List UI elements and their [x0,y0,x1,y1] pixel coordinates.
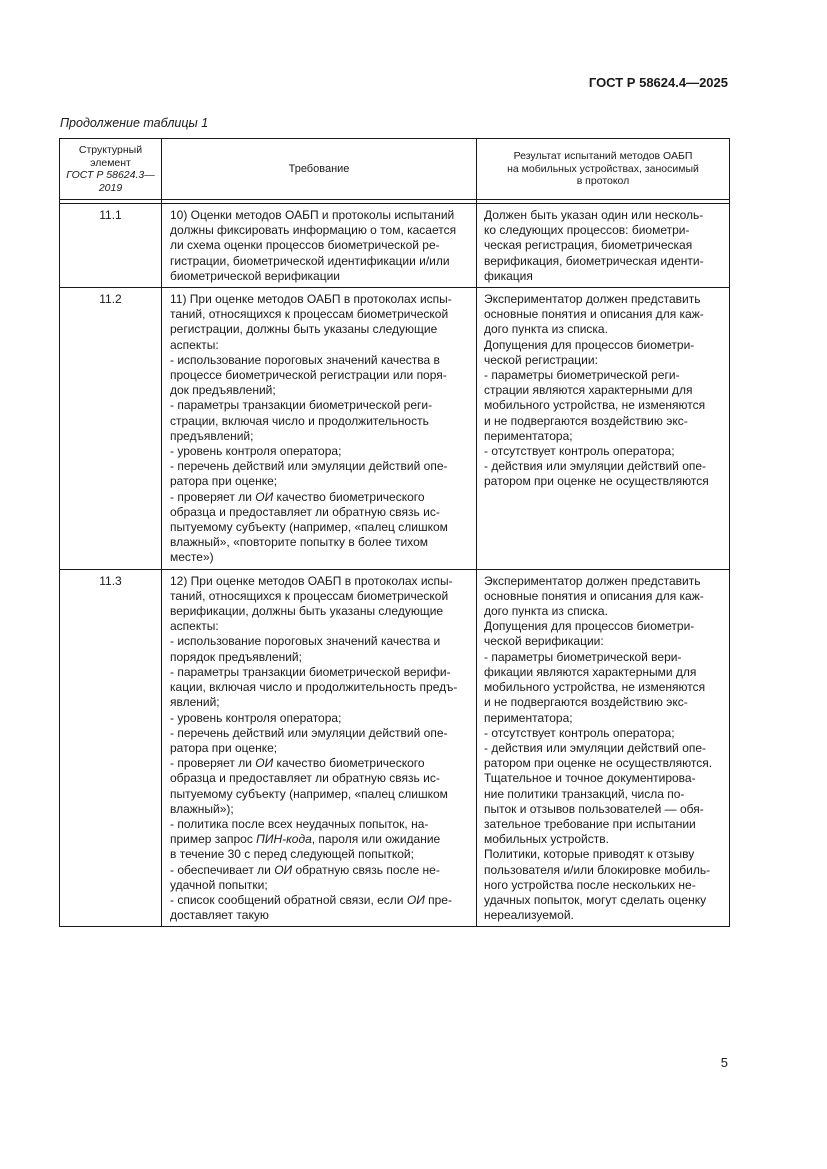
row-element-number: 11.1 [60,204,162,288]
text-line: порядок предъявлений; [170,649,302,664]
text-line: образца и предоставляет ли обратную связь ис- [170,771,440,786]
text-line: док предъявлений; [170,383,276,398]
text-line: страции, включая число и продолжительность [170,413,429,428]
text-line: дого пункта из списка. [484,604,608,619]
row-requirement [162,288,477,570]
text-line: влажный»); [170,801,234,816]
text-line: мобильного устройства, не изменяются [484,398,706,413]
text-line: верификации, должны быть указаны следующие [170,604,444,619]
text-line: - отсутствует контроль оператора; [484,444,675,459]
text-line: фикация [484,268,533,283]
text-line: Экспериментатор должен представить [484,573,701,588]
text-line: влажный», «повторите попытку в более тихом [170,535,429,550]
text-line: Допущения для процессов биометри- [484,619,695,634]
text-line: кации, включая число и продолжительность предъ- [170,680,458,695]
text-line: удачной попытки; [170,877,268,892]
text-line: - проверяет ли ОИ качество биометрического [170,756,425,771]
text-line: Политики, которые приводят к отзыву [484,847,695,862]
text-line: зательное требование при испытании [484,816,696,831]
text-line: регистрации, должны быть указаны следующие [170,322,438,337]
text-line: дого пункта из списка. [484,322,608,337]
text-line: Допущения для процессов биометри- [484,337,695,352]
text-line: ратора при оценке; [170,740,278,755]
text-line: процессе биометрической регистрации или поря- [170,368,447,383]
text-line: ратора при оценке; [170,474,278,489]
text-line: удачных попыток, могут сделать оценку [484,892,707,907]
text-line: таний, относящихся к процессам биометрической [170,307,449,322]
text-line: пример запрос ПИН-кода, пароля или ожидание [170,832,441,847]
text-line: доставляет такую [170,908,269,923]
table-row [60,204,730,288]
text-line: - политика после всех неудачных попыток, на- [170,816,429,831]
row-requirement [162,569,477,927]
text-line: предъявлений; [170,428,254,443]
text-line: - уровень контроля оператора; [170,710,342,725]
text-line: ческой регистрации: [484,352,598,367]
text-line: ческой верификации: [484,634,604,649]
text-line: ного устройства после нескольких не- [484,877,696,892]
table-row [60,569,730,927]
text-line: таний, относящихся к процессам биометрической [170,588,449,603]
text-line: - проверяет ли ОИ качество биометрического [170,489,425,504]
text-line: - обеспечивает ли ОИ обратную связь после не- [170,862,440,877]
text-line: страции являются характерными для [484,383,693,398]
text-line: - действия или эмуляции действий опе- [484,459,707,474]
text-line: аспекты: [170,619,219,634]
text-line: ратором при оценке не осуществляются. [484,756,713,771]
text-line: пытуемому субъекту (например, «палец слишком [170,520,448,535]
row-test-result [477,204,730,288]
text-line: пытуемому субъекту (например, «палец слишком [170,786,448,801]
text-line: биометрической верификации [170,268,341,283]
text-line: аспекты: [170,337,219,352]
text-line: - параметры биометрической реги- [484,368,680,383]
text-line: мобильного устройства, не изменяются [484,680,706,695]
text-line: - параметры биометрической вери- [484,649,682,664]
text-line: фикации являются характерными для [484,664,697,679]
text-line: должны фиксировать информацию о том, касается [170,223,457,238]
text-line: 12) При оценке методов ОАБП в протоколах испы- [170,573,453,588]
text-line: ко следующих процессов: биометри- [484,223,690,238]
text-line: - использование пороговых значений качества в [170,352,440,367]
requirements-table [59,138,730,927]
text-line: периментатора; [484,428,573,443]
text-line: основные понятия и описания для каж- [484,588,704,603]
text-line: - параметры транзакции биометрической реги- [170,398,433,413]
text-line: 11) При оценке методов ОАБП в протоколах испы- [170,292,452,307]
table-caption: Продолжение таблицы 1 [60,116,209,130]
row-element-number: 11.3 [60,569,162,927]
text-line: периментатора; [484,710,573,725]
row-test-result [477,569,730,927]
text-line: - параметры транзакции биометрической верифи- [170,664,451,679]
text-line: Тщательное и точное документирова- [484,771,696,786]
text-line: - перечень действий или эмуляции действий опе- [170,459,448,474]
header-test-result: Результат испытаний методов ОАБП на мобильных устройствах, заносимый в протокол [477,139,730,200]
text-line: и не подвергаются воздействию экс- [484,413,688,428]
table-row [60,288,730,570]
text-line: Должен быть указан один или несколь- [484,208,704,222]
text-line: - список сообщений обратной связи, если ОИ пре- [170,892,452,907]
text-line: основные понятия и описания для каж- [484,307,704,322]
text-line: пыток и отзывов пользователей — обя- [484,801,704,816]
page-number: 5 [720,1055,728,1070]
text-line: образца и предоставляет ли обратную связь ис- [170,504,440,519]
text-line: - отсутствует контроль оператора; [484,725,675,740]
text-line: и не подвергаются воздействию экс- [484,695,688,710]
text-line: пользователя и/или блокировке мобиль- [484,862,711,877]
text-line: - перечень действий или эмуляции действий опе- [170,725,448,740]
table-header-row [60,139,730,200]
text-line: мобильных устройств. [484,832,609,847]
text-line: - использование пороговых значений качества и [170,634,441,649]
text-line: гистрации, биометрической идентификации и/или [170,253,450,268]
text-line: 10) Оценки методов ОАБП и протоколы испытаний [170,208,455,222]
text-line: ратором при оценке не осуществляются [484,474,709,489]
text-line: месте») [170,550,214,565]
text-line: нереализуемой. [484,908,574,923]
text-line: ние политики транзакций, числа по- [484,786,685,801]
text-line: Экспериментатор должен представить [484,292,701,307]
text-line: ческая регистрация, биометрическая [484,238,693,253]
row-element-number: 11.2 [60,288,162,570]
text-line: ли схема оценки процессов биометрической ре- [170,238,440,253]
header-structural-element: Структурный элемент ГОСТ Р 58624.3— 2019 [60,139,162,200]
document-code: ГОСТ Р 58624.4—2025 [588,75,728,90]
row-test-result [477,288,730,570]
text-line: - действия или эмуляции действий опе- [484,740,707,755]
header-requirement: Требование [162,139,477,200]
text-line: - уровень контроля оператора; [170,444,342,459]
text-line: явлений; [170,695,220,710]
text-line: в течение 30 с перед следующей попыткой; [170,847,414,862]
text-line: верификация, биометрическая иденти- [484,253,704,268]
row-requirement [162,204,477,288]
